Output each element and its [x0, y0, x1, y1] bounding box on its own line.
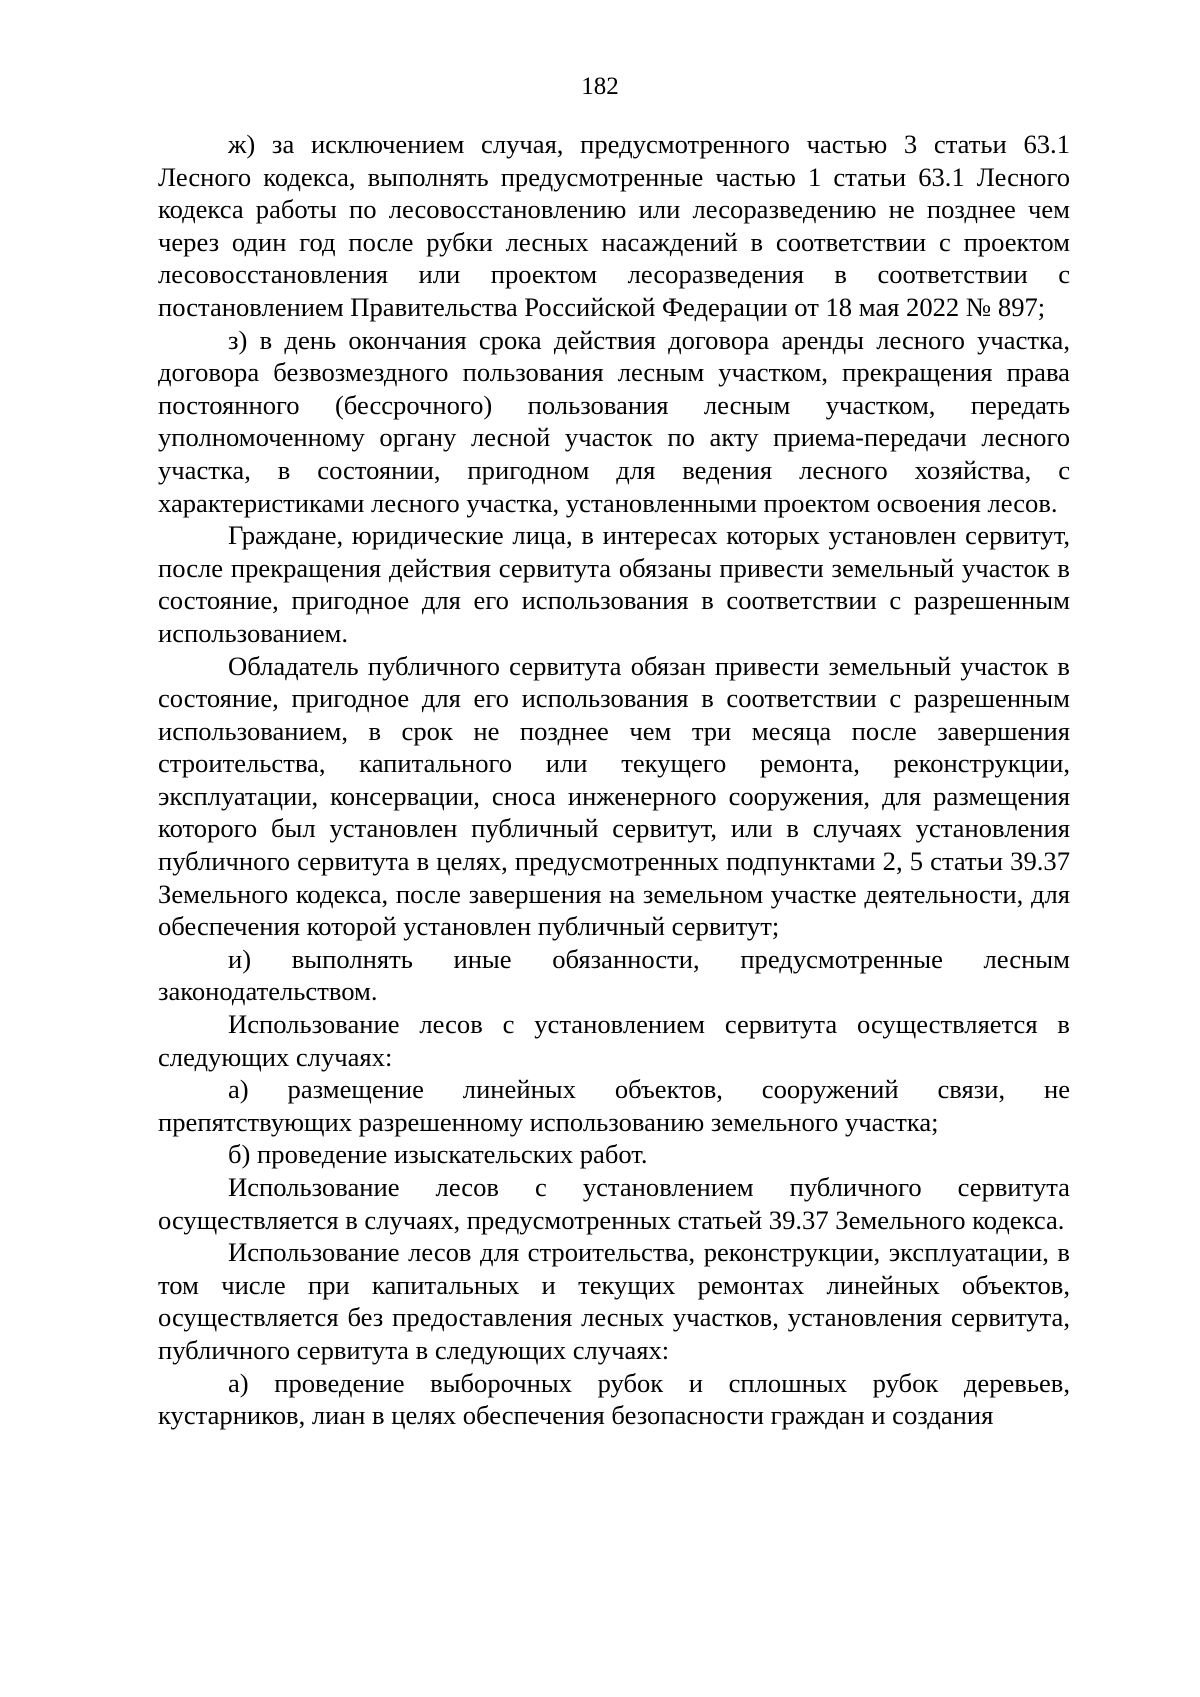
paragraph-easement-citizens: Граждане, юридические лица, в интересах которых установлен сервитут, после прекращения действия сервитута обязаны привести земельный участок в состояние, пригодное для его использования в соответствии с разрешенным использованием.: [158, 520, 1070, 648]
paragraph-easement-cases: Использование лесов с установлением сервитута осуществляется в следующих случаях:: [158, 1009, 1070, 1072]
paragraph-item-zh: ж) за исключением случая, предусмотренного частью 3 статьи 63.1 Лесного кодекса, выполнять предусмотренные частью 1 статьи 63.1 Лесного кодекса работы по лесовосстановлению или лесоразведению не позднее чем через один год после рубки лесных насаждений в соответствии с проектом лесовосстановления или проектом лесоразведения в соответствии с постановлением Правительства Российской Федерации от 18 мая 2022 № 897;: [158, 129, 1070, 322]
paragraph-item-i: и) выполнять иные обязанности, предусмотренные лесным законодательством.: [158, 943, 1070, 1007]
paragraph-public-easement-holder: Обладатель публичного сервитута обязан привести земельный участок в состояние, пригодное для его использования в соответствии с разрешенным использованием, в срок не позднее чем три месяца после завершения строительства, капитального или текущего ремонта, реконструкции, эксплуатации, консервации, сноса инженерного сооружения, для размещения которого был установлен публичный сервитут, или в случаях установления публичного сервитута в целях, предусмотренных подпунктами 2, 5 статьи 39.37 Земельного кодекса, после завершения на земельном участке деятельности, для обеспечения которой установлен публичный сервитут;: [158, 650, 1070, 942]
paragraph-case-a: а) размещение линейных объектов, сооружений связи, не препятствующих разрешенному использованию земельного участка;: [158, 1074, 1070, 1137]
paragraph-item-z: з) в день окончания срока действия договора аренды лесного участка, договора безвозмездного пользования лесным участком, прекращения права постоянного (бессрочного) пользования лесным участком, передать уполномоченному органу лесной участок по акту приема-передачи лесного участка, в состоянии, пригодном для ведения лесного хозяйства, с характеристиками лесного участка, установленными проектом освоения лесов.: [158, 324, 1070, 518]
paragraph-linear-objects: Использование лесов для строительства, реконструкции, эксплуатации, в том числе при капитальных и текущих ремонтах линейных объектов, осуществляется без предоставления лесных участков, установления сервитута, публичного сервитута в следующих случаях:: [158, 1237, 1070, 1365]
paragraph-case-b: б) проведение изыскательских работ.: [228, 1139, 648, 1170]
page-number: 182: [581, 73, 619, 100]
document-body: [158, 128, 1070, 1432]
paragraph-public-easement-cases: Использование лесов с установлением публичного сервитута осуществляется в случаях, предусмотренных статьей 39.37 Земельного кодекса.: [158, 1172, 1070, 1235]
paragraph-logging-case-a: а) проведение выборочных рубок и сплошных рубок деревьев, кустарников, лиан в целях обеспечения безопасности граждан и создания: [158, 1367, 1070, 1431]
